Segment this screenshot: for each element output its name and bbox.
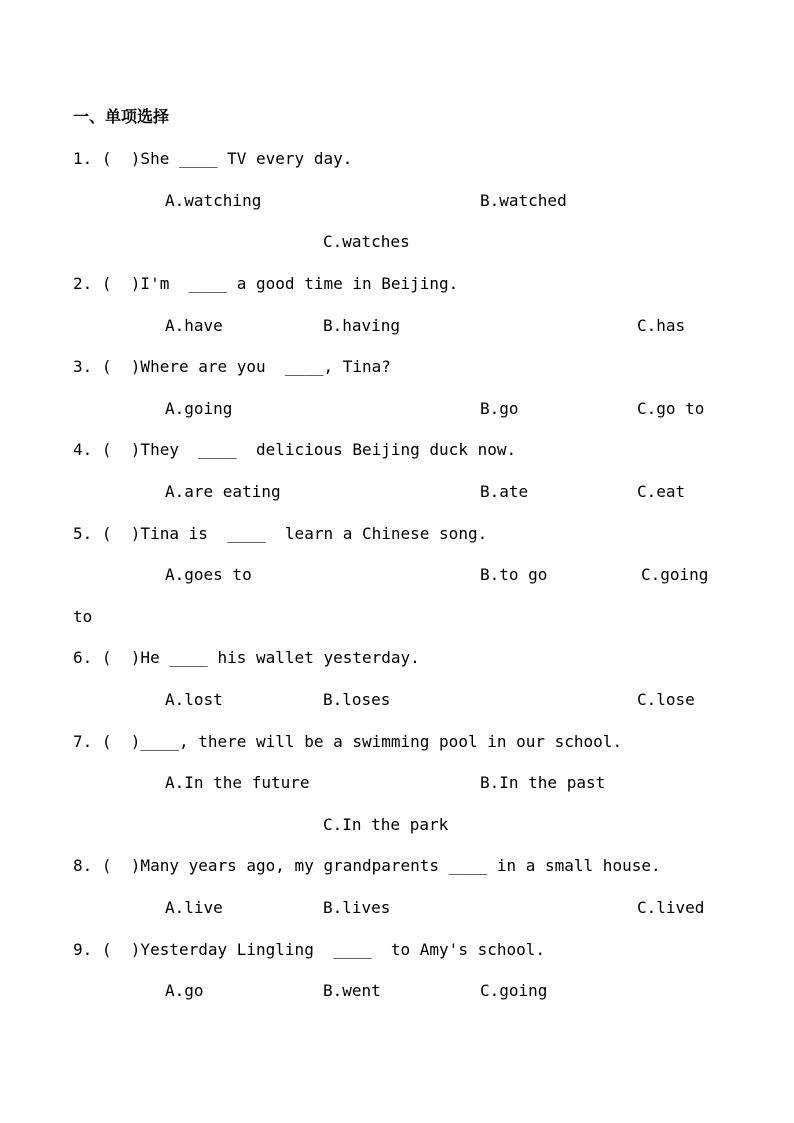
- option-b-2: B.having: [323, 316, 401, 335]
- question-stem-6: 6. ( )He ____ his wallet yesterday.: [73, 648, 420, 667]
- option-c-1: C.watches: [323, 232, 410, 251]
- option-c-5-wrap: to: [73, 607, 93, 626]
- option-a-5: A.goes to: [165, 565, 252, 584]
- option-c-2: C.has: [637, 316, 686, 335]
- option-b-3: B.go: [480, 399, 519, 418]
- option-b-5: B.to go: [480, 565, 548, 584]
- question-stem-4: 4. ( )They ____ delicious Beijing duck now.: [73, 440, 517, 459]
- option-c-4: C.eat: [637, 482, 686, 501]
- option-b-6: B.loses: [323, 690, 391, 709]
- option-c-5: C.going: [641, 565, 709, 584]
- question-stem-1: 1. ( )She ____ TV every day.: [73, 149, 353, 168]
- option-b-9: B.went: [323, 981, 381, 1000]
- question-stem-7: 7. ( )____, there will be a swimming pool in our school.: [73, 732, 623, 751]
- section-title: 一、单项选择: [73, 107, 170, 126]
- question-stem-9: 9. ( )Yesterday Lingling ____ to Amy's school.: [73, 940, 546, 959]
- option-c-6: C.lose: [637, 690, 695, 709]
- option-a-1: A.watching: [165, 191, 262, 210]
- option-a-8: A.live: [165, 898, 223, 917]
- option-c-7: C.In the park: [323, 815, 449, 834]
- option-c-8: C.lived: [637, 898, 705, 917]
- option-a-3: A.going: [165, 399, 233, 418]
- option-a-6: A.lost: [165, 690, 223, 709]
- option-a-9: A.go: [165, 981, 204, 1000]
- question-stem-3: 3. ( )Where are you ____, Tina?: [73, 357, 391, 376]
- option-a-2: A.have: [165, 316, 223, 335]
- option-b-1: B.watched: [480, 191, 567, 210]
- option-c-3: C.go to: [637, 399, 705, 418]
- option-b-4: B.ate: [480, 482, 529, 501]
- question-stem-5: 5. ( )Tina is ____ learn a Chinese song.: [73, 524, 488, 543]
- question-stem-2: 2. ( )I'm ____ a good time in Beijing.: [73, 274, 459, 293]
- option-a-4: A.are eating: [165, 482, 281, 501]
- option-b-7: B.In the past: [480, 773, 606, 792]
- option-b-8: B.lives: [323, 898, 391, 917]
- option-c-9: C.going: [480, 981, 548, 1000]
- option-a-7: A.In the future: [165, 773, 310, 792]
- question-stem-8: 8. ( )Many years ago, my grandparents ____ in a small house.: [73, 856, 661, 875]
